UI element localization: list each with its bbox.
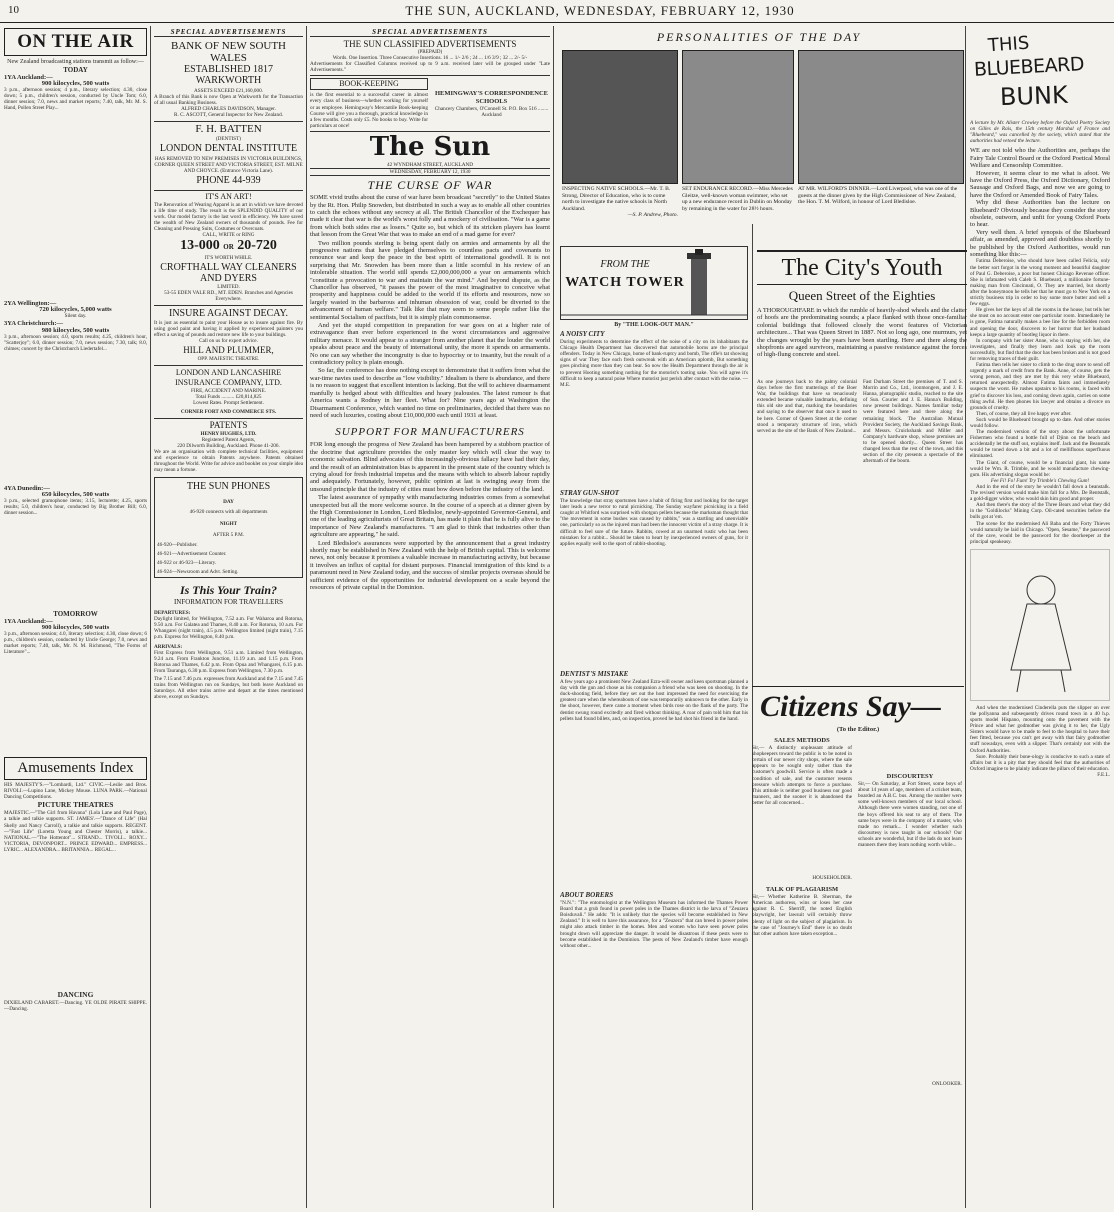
classified-prepaid: (PREPAID)	[417, 49, 443, 55]
classified-note: Advertisements for Classified Columns received up to 9 a.m. received later will be grouped under "Late Advertisements."	[310, 61, 550, 74]
bluebeard-paragraph: Such would be Bluebeard brought up to date. And other stories would follow.	[970, 416, 1110, 429]
bluebeard-paragraph: And in the end of the story he wouldn't fall down a beanstalk. The revised version would make him fall for a Mrs. De Bentstalk, a gold-digger widow, who would skin him good and proper.	[970, 483, 1110, 503]
hughes-address: 220 Dilworth Building, Auckland. Phone 41-206.	[177, 442, 280, 449]
citys-youth-body-left: As one journeys back to the palmy colonial days before the first mutterings of the Boer War, the buildings that have so tenaciously extended became valuable landmarks, defining this old site and that, marking the boundaries and saying to the observer that once it used to be here. Corner of Queen Street at the corner stood a temporary structure of iron, which served as the site of the Bank of New Zealand...	[757, 379, 857, 434]
sun-phones-line: 46-920—Publisher.	[157, 541, 198, 548]
watch-item-heading: ABOUT BORERS	[560, 891, 614, 900]
bluebeard-title-art	[970, 28, 1110, 120]
special-ads-column-left	[154, 28, 303, 1210]
insure-call: Call on us for expert advice.	[199, 338, 258, 345]
dancing-heading: DANCING	[57, 990, 94, 1000]
station-3ya-label: 3YA Christchurch:—	[4, 320, 64, 328]
station-1ya-label: 1YA Auckland:—	[4, 74, 53, 81]
watch-tower-title: WATCH TOWER	[565, 275, 685, 290]
sun-address: 42 WYNDHAM STREET, AUCKLAND	[387, 161, 473, 168]
sun-phones-day: DAY	[223, 499, 234, 506]
hughes-body: We are an organisation with complete technical facilities, equipment and experience to obtain Patents anywhere. Patents obtained throughout the World. Write for advice and booklet on your simple idea may mean a fortune.	[154, 448, 303, 474]
sun-phones-heading: THE SUN PHONES	[186, 481, 271, 493]
dancing-list: DIXIELAND CABARET.—Dancing. YE OLDE PIRATE SHIPPE.—Dancing.	[4, 1000, 147, 1013]
crofthall-address: 53-55 EDEN VALE RD., MT. EDEN. Branches and Agencies Everywhere.	[164, 289, 293, 302]
bookkeeping-body: is the first essential to a successful career in almost every class of business—whether working for yourself or as employee. Hemingway's Mercantile Book-keeping Course will give you a thorough, practical knowledge in a few months. Costs only £5. No books to buy. Write for particulars at once!	[310, 92, 428, 129]
support-paragraph: FOR long enough the progress of New Zealand has been hampered by a stubborn practice of the doctrine that agriculture provides the only master key which will clear the way to economic salvation. Blind advocates of this increasingly-obvious fallacy have had their day, and the result of an administration bias is apparent in the present state of the country which is crying aloud for fresh industrial impetus and the means with which to absorb labour rapidly and adequately. Fortunately, however, public opinion at last is swinging away from the unsound principle that the industry of cities must bow down before the industry of the land.	[310, 441, 550, 493]
letter-heading: SALES METHODS	[774, 737, 830, 745]
bluebeard-paragraph: The scene for the modernised Ali Baba and the Forty Thieves would naturally be laid in Chicago. "Open, Sesame," the password of the cave, would be the password for the doorkeeper at the principal speakeasy.	[970, 520, 1110, 545]
bluebeard-paragraph: In company with her sister Anne, who is staying with her, she investigates, and finally they learn and look up the room successfully, but find that the door has been broken and is not good for removing traces of their guilt.	[970, 337, 1110, 362]
newspaper-masthead-title: THE SUN, AUCKLAND, WEDNESDAY, FEBRUARY 12, 1930	[405, 3, 795, 18]
sun-phones-night: NIGHT	[219, 521, 238, 528]
photo-t-b-strong	[562, 50, 678, 184]
support-paragraph: Lord Bledisloe's assurances were supported by the announcement that a great industry shortly may be established in New Zealand with the help of British capital. This is welcome news, not only because it promises a valuable increase in manufacturing activity, but because it involves an influx of capital for distant purposes. Financial immigration of this kind is a paramount need in New Zealand today, and the success of similar projects overseas should be sufficient evidence of the opportunities for industrial development on a scale beyond the resources of private capital in the Dominion.	[310, 539, 550, 592]
picture-theatres-heading: PICTURE THEATRES	[37, 800, 114, 810]
support-paragraph: The latest assurance of sympathy with manufacturing industries comes from a somewhat unexpected but all the more welcome source. In the course of a speech at a dinner given by the High Commissioner in London, Lord Bledisloe, newly-appointed Governor-General, and one of the leading agriculturists of Great Britain, has made it plain that he is fully alive to the importance of New Zealand's manufactures. "I am glad to think that industries other than agriculture are appearing," he said.	[310, 494, 550, 539]
bluebeard-title-word: BUNK	[999, 80, 1069, 112]
tomorrow-1ya-program: 3 p.m., afternoon session; 4.0, literary selection; 4.30, close down; 6 p.m., children's session, conducted by Uncle George; 7.0, news and market reports; 7.40, talk, Mr. N. M. Richmond, "The Forms of Literature"...	[4, 631, 147, 656]
phone-number-two: 20-720	[237, 238, 277, 254]
watch-item-body: The knowledge that stray sportsmen have a habit of firing first and looking for the target later leads a new terror to rural picnicking. The Sunday wayfarer picnicking in a field caught at Whitford was surprised with shotgun pellets because the marksman thought that "the movement in some bushes was caused by rabbits," was a startling and unenviable one, particularly so as the injured man had been the innocent victim of a stray charge. It is difficult to feel sure of the future. Rabbits, cowed at an unarmed rustic who has been mistaken for a rabbit... Should be taken to heart by inexperienced owners of guns, for it applies equally well to the sport of rabbit-shooting.	[560, 498, 748, 547]
bluebeard-paragraph: WE are not told who the Authorities are, perhaps the Fairy Tale Control Board or the Oxford Poetical Moral Welfare and Censorship Committee.	[970, 147, 1110, 170]
photo-mercedes-gleitze	[682, 50, 794, 184]
citys-youth-headline: The City's Youth	[781, 255, 943, 281]
cinderella-illustration	[970, 549, 1110, 701]
citizens-say-heading: Citizens Say—	[760, 690, 941, 723]
bluebeard-title-word: BLUEBEARD	[973, 53, 1085, 81]
insure-heading: INSURE AGAINST DECAY.	[168, 307, 288, 319]
bank-assets: ASSETS EXCEED £21,160,000.	[193, 88, 264, 94]
station-2ya-frequency: 720 kilocycles, 5,000 watts	[39, 306, 112, 314]
amusements-intro: HIS MAJESTY'S.—"Lombardi, Ltd." CIVIC.—Leslie and Bros. RIVOLI.—Lupino Lane, Mickey Mouse. LUNA PARK.—National Dancing Competitions.	[4, 782, 147, 801]
crofthall-name: CROFTHALL WAY CLEANERS AND DYERS	[160, 261, 297, 284]
bluebeard-title-word: THIS	[987, 32, 1030, 57]
watch-item-heading: STRAY GUN-SHOT	[560, 489, 620, 498]
travellers-info-heading: INFORMATION FOR TRAVELLERS	[173, 598, 284, 607]
london-lancashire-funds: Total Funds .......... £20,814,825	[195, 394, 262, 401]
sun-date: WEDNESDAY, FEBRUARY 12, 1930	[310, 168, 550, 176]
tomorrow-label: TOMORROW	[53, 609, 98, 618]
on-the-air-column	[4, 28, 147, 1210]
london-lancashire-name: LONDON AND LANCASHIRE INSURANCE COMPANY, LTD.	[175, 368, 282, 388]
page-masthead	[0, 0, 1114, 23]
bookkeeping-heading: BOOK-KEEPING	[310, 78, 428, 90]
tomorrow-1ya-label: 1YA Auckland:—	[4, 617, 53, 625]
sun-phones-line: 46-924—Newsroom and Advt. Setting.	[157, 568, 239, 575]
citys-youth-body-right: Fast Durham Street the premises of T. and S. Morrin and Co., Ltd., ironmongers, and J. E. Hanna, photographic studio, reached to the site of Sun. Courier and J. E. Hanna's Building, now present buildings. Names familiar today were featured here and there along the remaining block. The Australian Mutual Provident Society, the Auckland Savings Bank, and Messrs. Cruickshank and Miller and Company's hardware shop, whose premises are to be opened shortly... Queen Street has changed less than the rest of the town, and this section of the city presents a spectacle of the aftermath of the boom.	[863, 379, 963, 465]
station-1ya-frequency: 900 kilocycles, 500 watts	[41, 80, 110, 88]
letter-heading: TALK OF PLAGIARISM	[765, 886, 839, 894]
station-4ya-frequency: 650 kilocycles, 500 watts	[41, 490, 110, 498]
london-lancashire-rates: Lowest Rates. Prompt Settlement.	[193, 400, 264, 407]
sun-nameplate: The Sun	[369, 131, 491, 162]
sun-phones-line: 46-922 or 46-923—Literary.	[157, 559, 217, 566]
personalities-heading: PERSONALITIES OF THE DAY	[656, 30, 862, 44]
station-4ya-label: 4YA Dunedin:—	[4, 484, 50, 492]
hemingway-name: HEMINGWAY'S CORRESPONDENCE SCHOOLS	[435, 90, 548, 106]
bluebeard-paragraph: Then, of course, they all live happy ever after.	[976, 410, 1072, 417]
letter-signature: ONLOOKER.	[932, 1081, 962, 1088]
bluebeard-paragraph: The Giant, of course, would be a financial giant, his name would be Wm. R. Trimble, and he would manufacture chewing-gum. His advertising slogan would be:	[970, 459, 1110, 478]
caption-gleitze: SET ENDURANCE RECORD.—Miss Mercedes Gleitze, well-known woman swimmer, who set up a new endurance record in Dublin on Monday by remaining in the water for 28½ hours.	[682, 186, 793, 212]
london-lancashire-lines: FIRE, ACCIDENT AND MARINE.	[191, 388, 266, 395]
bank-name: BANK OF NEW SOUTH WALES	[171, 40, 286, 64]
support-headline: SUPPORT FOR MANUFACTURERS	[335, 426, 525, 439]
editorial-column	[310, 28, 550, 1210]
station-2ya-label: 2YA Wellington:—	[4, 300, 57, 308]
station-3ya-program: 3 p.m., afternoon session; 4.0, sports results; 4.25, children's hour, "Scatterjoy"; 6.0, dinner session; 7.0, news session; 7.30, talk; 8.0, chimes; concert by the Christchurch Liedertafel...	[4, 333, 147, 352]
station-1ya-program: 3 p.m., afternoon session; 4 p.m., literary selection; 4.30, close down; 5 p.m., children's session, conducted by Uncle Tom; 6.0, dinner session; 7.0, news and market reports; 7.40, talk, Mr. M. S. Hand, Pollen Street Play...	[4, 87, 147, 112]
london-lancashire-corner: CORNER FORT AND COMMERCE STS.	[180, 408, 277, 415]
station-4ya-program: 3 p.m., selected gramophone items; 3.15, lecturette; 4.25, sports results; 5.0, children's hour, conducted by Big Brother Bill; 6.0, dinner session...	[4, 497, 147, 517]
column-rule	[150, 26, 151, 1208]
bluebeard-paragraph: Fatima then tells her sister to climb to the drug store to send off urgently a mark of credit from the Bank. Anne, of course, gets the wrong person, and they are met by this very white Bluebeard, returned unexpectedly. Almost Fatima faints and immediately suspects the worst. He rushes upstairs to his rooms, is faced with grief to discover his loss, and coming down again, carries on some thing awful. He then phones his lawyer and obtains a divorce on grounds of cruelty.	[970, 362, 1110, 411]
letter-body: Sir,— On Saturday, at Fort Street, some boys of about 14 years of age, members of a cricket team, boarded an A.B.C. bus. Among the number were some well-known members of our local school. Although there were women standing, not one of the boys offered his seat to any of them. The same boys were in the company of a master, who made no remark... I wonder whether such discourtesy is now taught in our schools? Our schools are wonderful, but if the lads do not learn manners there they learn nothing worth while...	[858, 781, 962, 849]
watch-tower-column	[560, 246, 748, 1208]
citizens-say-section	[752, 686, 964, 1210]
phone-number-one: 13-000	[180, 238, 220, 254]
letter-signature: HOUSEHOLDER.	[812, 875, 852, 882]
hill-plummer-address: OPP. MAJESTIC THEATRE.	[197, 356, 260, 363]
special-ads-section-label: SPECIAL ADVERTISEMENTS	[310, 28, 550, 37]
bluebeard-paragraph: And when the modernised Cinderella puts the slipper on over the pollyanna and subsequently drives round town in a 40 h.p. sports model Hispano, mounting onto the pavement with the Prince and what her godmother was giving it to her, the Ugly Sisters would have to be made to feel to the hospital to have their feet fitted, because you can't get away with that fairy godmother stuff nowadays, even with a slipper. That's certainly not with the Oxford Authorities.	[970, 704, 1110, 754]
editorial-paragraph: So far, the conference has done nothing except to demonstrate that it suffers from what the war-time navies used to describe as "low visibility." Idealism is there is abundance, and there is no reason to suggest that excellent intention is lacking. But the will to achieve disarmament manfully is hedged about with difficulties and hoary jealousies. The latest rumour is that America wants a Rodney in her fleet. What for? Nine years ago at Washington the Disarmament Conference, which wanted no time on preliminaries, decided that there was no need of such luxuries, costing about £10,000,000 each until 1931 at least.	[310, 367, 550, 419]
on-the-air-heading: ON THE AIR	[4, 28, 147, 56]
letter-body: Sir,— Whether Katherine B. Sherman, the American authoress, wins or loses her case against R. C. Sherriff, the noted English playwright, her lawsuit will certainly throw plenty of light on the subject of plagiarism. In the case of "Journey's End" there is no doubt that other authors have taken exception...	[752, 894, 852, 937]
or-label: OR	[223, 243, 234, 252]
bank-manager: ALFRED CHARLES DAVIDSON, Manager.	[181, 106, 276, 113]
bluebeard-signature: F.E.L.	[1097, 771, 1110, 778]
watch-tower-from: FROM THE	[600, 259, 650, 270]
bluebeard-paragraph: Fatima Deberoise, who should have been called Felicia, only the better sort forgot in the wrong moment and beautiful daughter of Paul G. Deberoise, a poor but honest Chicago Revenue officer. She is infatuated with Caleb S. Bluebeard, a millionaire fortune-making man from Cincinnati, O. They are married, but shortly after the honeymoon he tells her that he must go to New York on a strictly business trip in order to buy some more butter and sell a few eggs.	[970, 258, 1110, 308]
sun-phones-line: 46-921—Advertisement Counter.	[157, 550, 227, 557]
today-label: TODAY	[63, 66, 88, 74]
watch-item-heading: DENTIST'S MISTAKE	[560, 670, 629, 679]
bluebeard-paragraph: And then there's the story of the Three Bears and what they did in the "Goldilocks" Mining Corp. Oil-cated securities before the bulls got at 'em.	[970, 502, 1110, 521]
watch-item-heading: A NOISY CITY	[560, 330, 605, 339]
tomorrow-1ya-frequency: 900 kilocycles, 500 watts	[41, 623, 110, 631]
bank-established: ESTABLISHED 1817	[184, 64, 273, 75]
train-heading: Is This Your Train?	[179, 583, 278, 598]
bluebeard-slogan: Fee Fi! Fo! Fum! Try Trimble's Chewing Gum!	[990, 477, 1090, 484]
bluebeard-paragraph: The modernised version of the story about the unfortunate Fishermen who found a bottle full of Djinn on the beach and accidentally let the stuff out, explains itself. Jack and the Beanstalk would be toned down a bit and a lot of mellifluous superfluous eliminated.	[970, 429, 1110, 460]
bluebeard-intro: A lecture by Mr. Alister Crowley before the Oxford Poetry Society on Gilles de Rais, the 15th century Marshal of France and "Bluebeard," was cancelled by the society, which stated that the authorities had vetoed the lecture.	[970, 120, 1110, 145]
arrivals-label: ARRIVALS:	[154, 643, 183, 650]
caption-strong: INSPECTING NATIVE SCHOOLS.—Mr. T. B. Strong, Director of Education, who is to come north to investigate the native schools in North Auckland. —S. P. Andrew, Photo.	[562, 186, 678, 219]
photo-lord-liverpool	[798, 50, 964, 184]
bank-notice: A Branch of this Bank is now Open at Warkworth for the Transaction of all usual Banking Business.	[154, 94, 303, 107]
art-heading: IT'S AN ART!	[205, 191, 252, 201]
bank-town: WARKWORTH	[195, 75, 262, 86]
dentist-phone: PHONE 44-939	[196, 174, 261, 186]
bank-inspector: R. C. ASCOTT, General Inspector for New Zealand.	[174, 112, 283, 119]
bluebeard-paragraph: Very well then. A brief synopsis of the Bluebeard affair, as amended, approved and doubtless shortly to be published by the Oxford Authorities, would run something like this:—	[970, 228, 1110, 259]
departures-list: Daylight limited, for Wellington, 7.52 a.m. For Waharoa and Rotorua, 9.50 a.m. For Galatea and Thames, 8.40 a.m. For Rotorua, 10 a.m. For Whangarei (night train), 4.5 p.m. Wellington limited (night train), 7.15 p.m. Express for Wellington, 8.40 p.m.	[154, 616, 303, 641]
station-2ya-note: Silent day.	[64, 313, 87, 320]
editorial-paragraph: Two million pounds sterling is being spent daily on armies and armaments by all the progressive nations that have pledged themselves to countless pacts and covenants to renounce war and keep the peace in the best spirit of international goodwill. It is not surprising that Mr. Snowden has been more than a little scornful in his review of an intolerable situation. The world still spends £2,000,000,000 a year on armaments which "constitute a provocation to war and maintain the war mind." And beyond dispute, as the Chancellor has observed, "it passes the power of the most imaginative to conceive what prosperity and happiness could be added to the world if its efforts and resources, now so largely wasted in the barbarous and inhuman obsession of war, could be diverted to the advancement of human welfare." Talk like that may seem to some people rather like the sentimental Socialism of pacifists, but it is simply plain commonsense.	[310, 239, 550, 321]
call-write-ring: CALL, WRITE or RING	[202, 232, 255, 239]
bluebeard-column	[970, 28, 1110, 1210]
hughes-name: HENRY HUGHES, LTD.	[200, 430, 257, 437]
watch-item-body: "N.N.": "The entomologist at the Wellington Museum has informed the Thames Power Board that a grub found in power poles in the Thames district is the larva of "Zeuzera Boisduvali." He adds: "It is unlikely that the species will become established in New Zealand." It is well to have this assurance, for a "Zeuzera" that can breed in power poles might also attack timber in the homes. Men and women who have seen power poles brought down will appreciate the danger. It would be disastrous if these pests were to become established in the Dominion. The pests of New Zealand's timber have enough without other...	[560, 900, 748, 949]
bluebeard-paragraph: However, it seems clear to me what is afoot. We have the Oxford Press, the Oxford Dictionary, Oxford Sausage and Oxford Bags, and now we are going to have the Oxford or Amended Book of Fairy Tales.	[970, 169, 1110, 199]
letter-heading: DISCOURTESY	[886, 773, 934, 781]
hemingway-address: Chancery Chambers, O'Connell St. P.O. Box 516 ........ Auckland	[434, 106, 549, 119]
watch-tower-byline: By "THE LOOK-OUT MAN."	[614, 322, 694, 328]
amusements-index-heading: Amusements Index	[4, 757, 147, 780]
hughes-role: Registered Patent Agents,	[201, 436, 256, 443]
dental-institute-name: LONDON DENTAL INSTITUTE	[159, 142, 298, 154]
sun-phones-after: AFTER 5 P.M.	[212, 531, 245, 538]
watch-tower-banner	[560, 246, 748, 320]
to-the-editor: (To the Editor.)	[836, 726, 880, 733]
picture-theatres-list: MAJESTIC.—"The Girl from Havana" (Lola Lane and Paul Page), a talkie and talkie supports. ST. JAMES'.—"Dance of Life" (Hal Skelly and Nancy Carroll), a talkie and talkie supports. REGENT.—"Fast Life" (Loretta Young and Chester Morris), a talkie... NATIONAL.—"The Hottentot"... STRAND... TIVOLI... ROXY... VICTORIA, DEVONPORT... PRINCE EDWARD... EMPRESS... LYRIC... ALEXANDRA... BRITANNIA... REGAL...	[4, 810, 147, 853]
arrivals-list: First Express from Wellington, 9.51 a.m. Limited from Wellington, 9.24 a.m. From Frankton Junction, 11.19 a.m. and 1.15 p.m. From Rotorua and Thames, 6.42 p.m. From Opua and Whangarei, 6.15 p.m. From Tauranga, 6.30 p.m. Express from Wellington, 7.30 p.m.	[154, 649, 303, 674]
patents-heading: PATENTS	[209, 419, 248, 430]
classified-heading: THE SUN CLASSIFIED ADVERTISEMENTS	[343, 39, 517, 49]
insure-body: It is just as essential to paint your House as to insure against fire. By using good paint and having it applied by experienced painters you effect a saving of pounds and restore new life to your buildings.	[154, 319, 303, 338]
bluebeard-paragraph: Why did these Authorities ban the lecture on Bluebeard? Obviously because they consider the story obsolete, outworn, and unfit for young Oxford Poets to hear.	[970, 199, 1110, 229]
editorial-paragraph: SOME vivid truths about the curse of war have been broadcast "secretly" to the United States by the Rt. Hon. Philip Snowden, but distributed in such a way as to enable all other countries to catch the echoes without any secrecy at all. The British Chancellor of the Exchequer has made it clear that war is the world's worst folly and a mockery of civilisation. "War is a game from which both sides rise as losers." Quite so, but which of its stricken players has learnt that lesson from the Great War that was to make an end of a mad game for ever?	[310, 194, 550, 239]
departures-label: DEPARTURES:	[154, 610, 191, 617]
letter-body: Sir,— A distinctly unpleasant attitude of shopkeepers toward the public is to be noted in certain of our newer city shops, where the sale appears to be sought only rather than the customer's goodwill. Service is often made a condition of sale, and the customer resents pressure which attempts to force a purchase. This attitude is neither good business nor good manners, and the sooner it is abandoned the better for all concerned...	[752, 745, 852, 806]
column-rule	[306, 26, 307, 1208]
worth-while: IT'S WORTH WHILE.	[204, 255, 253, 262]
citys-youth-lead: A THOROUGHFARE in which the rumble of heavily-shod wheels and the clatter of hoofs are the predominating sounds; a place flanked with those once-familiar colonial buildings that followed closely the worst features of Victorian architecture... That was Queen Street in 1887. Not so long ago, one murmurs, yet the changes wrought by the years have been startling. Here and there along the shopfronts are aged survivors, maintaining a passive resistance against the forces of high-flung concrete and steel.	[757, 307, 967, 359]
citys-youth-subheadline: Queen Street of the Eighties	[788, 288, 936, 303]
watch-item-body: During experiments to determine the effect of the noise of a city on its inhabitants the Chicago Health Department has discovered that automobile horns are the principal offenders. Today in New Chicago, home of bank-ruptcy and bomb, The rifle's tat showing signs of war They face each fresh outwreak with an American aplomb, But something goes pinching more than they can bear. So now the Health Department through the air is to prevent Hooting something nothing for the motorist's tooting sake. You will agree it's difficult to keep a natural poise Where motorist just perish after contact with the noise. —M.E.	[560, 339, 748, 388]
art-body: The Renovation of Wearing Apparel is an art in which we have devoted a life time of study. The result is the SPLENDID QUALITY of our work. Our model factory is the last word in efficiency. We have saved the wealth of New Zealand owners of thousands of pounds. Fee for Cleaning and Pressing Suits, Costumes or Overcoats.	[154, 201, 303, 233]
dentist-name: F. H. BATTEN	[195, 123, 262, 136]
on-the-air-subheading: New Zealand broadcasting stations transmit as follow:—	[7, 59, 144, 65]
column-rule	[553, 26, 554, 1208]
classified-rates: Words. One Insertion. Three Consecutive Insertions. 16 ... 1/- 2/6 ; 24 ... 1/6 3/9 ; 32 ... 2/- 5/-	[332, 55, 528, 62]
dentist-role: (DENTIST)	[215, 136, 242, 143]
crofthall-limited: LIMITED.	[217, 283, 240, 290]
station-3ya-frequency: 980 kilocycles, 500 watts	[41, 326, 110, 334]
bluebeard-paragraph: Sure. Probably their bone-ology is conducive to such a state of affairs but it is a pity that they should feel that the authorities of Oxford imagine to be plainly indicate the pillars of their education.	[970, 753, 1110, 772]
editorial-headline: THE CURSE OF WAR	[367, 178, 493, 193]
special-ads-section-label: SPECIAL ADVERTISEMENTS	[154, 28, 303, 37]
sun-phones-day-number: 46-920 connects with all departments	[189, 509, 268, 516]
cinderella-drawing	[971, 550, 1107, 698]
hill-plummer-name: HILL AND PLUMMER,	[183, 345, 274, 356]
editorial-paragraph: And yet the stupid competition in preparation for war goes on at a higher rate of extravagance than ever before experienced in the worst circumstances and aggressive military menace. It would appear to a stranger from another planet that the louder the world speaks about peace and the beauty of international unity, the more it spends on armaments. No one can say whether the incongruity is due to hypocrisy or to insanity, but the result of a contradictory policy is plain enough.	[310, 322, 550, 367]
watch-item-body: A few years ago a prominent New Zealand Ezra-will owner and keen sportsman planned a day with the gun and chose as his companion a friend who was keen on shooting. In the duck-shooting field, before they set out the host impressed the need for exercising the greatest care when the whereabouts of one was temporarily unknown to the other. Early in the shoot, however, there came a moment when birds rose on the flank of the party. The dentist swung round excitedly and fired without thinking. A roar of pain told him that his pellets had found billets, and, on inspection, proved he had shot his friend in the hand.	[560, 679, 748, 722]
bluebeard-paragraph: He gives her the keys of all the rooms in the house, but tells her she must on no account enter one particular room. Immediately he is gone, Fatima naturally makes a bee line for the forbidden room and opening the door, discovers to her horror that her husband keeps a large quantity of bootleg liquor in there.	[970, 307, 1110, 338]
caption-liverpool: AT MR. WILFORD'S DINNER.—Lord Liverpool, who was one of the guests at the dinner given by the High Commissioner of New Zealand, the Hon. T. M. Wilford, in honour of Lord Bledisloe.	[798, 186, 958, 206]
dentist-notice: HAS REMOVED TO NEW PREMISES IN VICTORIA BUILDINGS, CORNER QUEEN STREET AND VICTORIA STREET, EST. MILNE AND CHOYCE. (Entrance Victoria Lane).	[154, 155, 303, 174]
arrivals-note: The 7.15 and 7.46 p.m. expresses from Auckland and the 7.15 and 7.45 trains from Wellington run on Sundays, but both leave Auckland on Saturdays. All other trains arrive and depart at the times mentioned above, except on Sundays.	[154, 675, 303, 701]
page-number: 10	[8, 4, 19, 16]
